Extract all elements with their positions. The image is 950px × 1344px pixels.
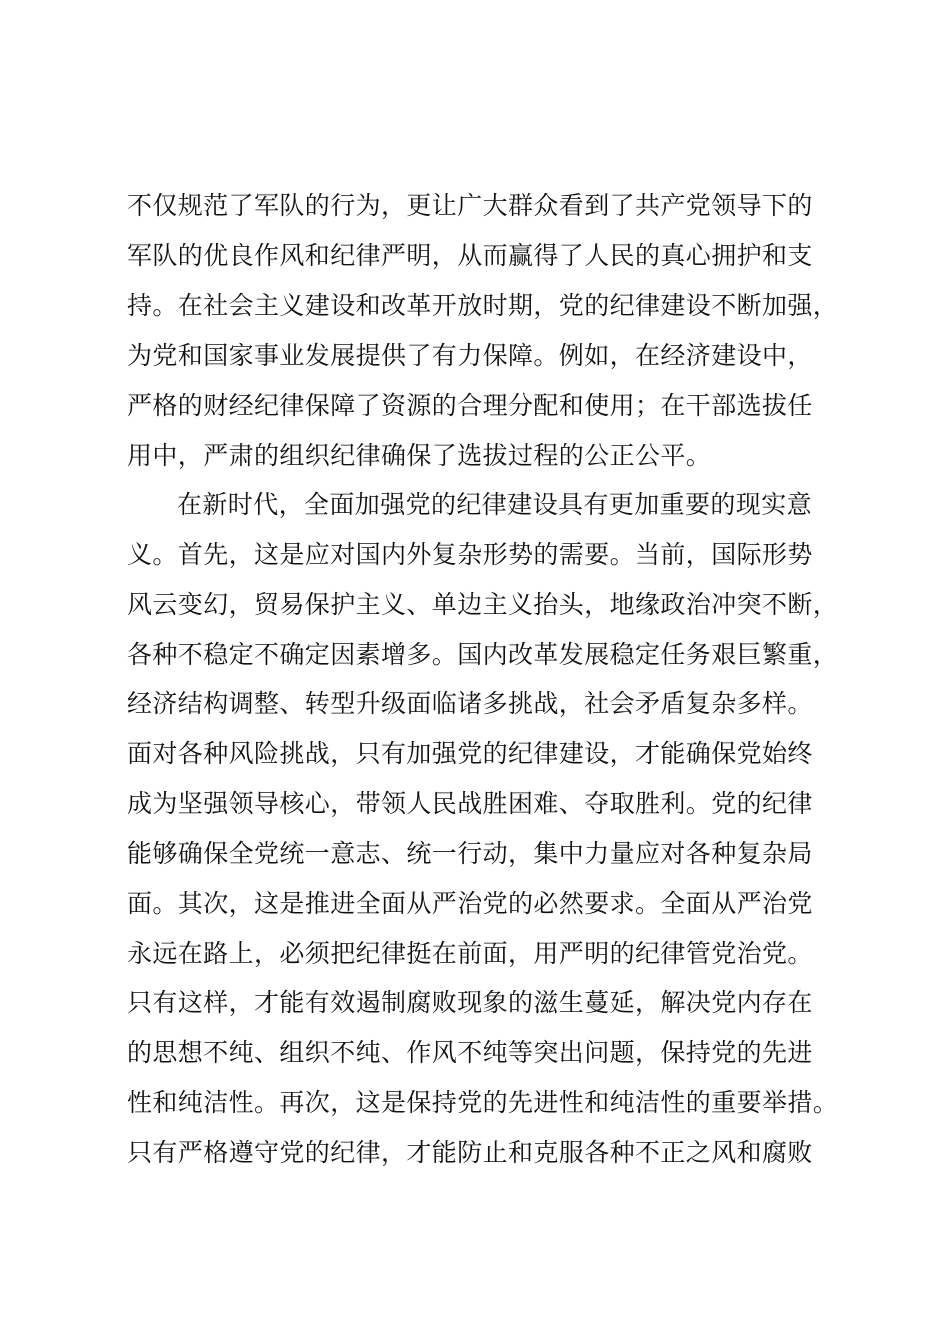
text-line: 持。在社会主义建设和改革开放时期，党的纪律建设不断加强， bbox=[127, 291, 839, 320]
paragraph-first-line: 在新时代，全面加强党的纪律建设具有更加重要的现实意 bbox=[177, 490, 813, 519]
text-line: 永远在路上，必须把纪律挺在前面，用严明的纪律管党治党。 bbox=[127, 939, 813, 968]
text-line: 只有这样，才能有效遏制腐败现象的滋生蔓延，解决党内存在 bbox=[127, 988, 813, 1017]
text-line: 不仅规范了军队的行为，更让广大群众看到了共产党领导下的 bbox=[127, 191, 813, 220]
text-line: 能够确保全党统一意志、统一行动，集中力量应对各种复杂局 bbox=[127, 839, 813, 868]
text-line: 军队的优良作风和纪律严明，从而赢得了人民的真心拥护和支 bbox=[127, 241, 813, 270]
text-line: 经济结构调整、转型升级面临诸多挑战，社会矛盾复杂多样。 bbox=[127, 689, 813, 718]
text-line: 面。其次，这是推进全面从严治党的必然要求。全面从严治党 bbox=[127, 889, 813, 918]
text-line: 性和纯洁性。再次，这是保持党的先进性和纯洁性的重要举措。 bbox=[127, 1088, 839, 1117]
text-line: 风云变幻，贸易保护主义、单边主义抬头，地缘政治冲突不断， bbox=[127, 590, 839, 619]
text-line: 用中，严肃的组织纪律确保了选拔过程的公正公平。 bbox=[127, 441, 712, 470]
text-line: 只有严格遵守党的纪律，才能防止和克服各种不正之风和腐败 bbox=[127, 1138, 813, 1167]
text-line: 的思想不纯、组织不纯、作风不纯等突出问题，保持党的先进 bbox=[127, 1038, 813, 1067]
text-line: 成为坚强领导核心，带领人民战胜困难、夺取胜利。党的纪律 bbox=[127, 789, 813, 818]
text-line: 严格的财经纪律保障了资源的合理分配和使用；在干部选拔任 bbox=[127, 391, 813, 420]
text-line: 各种不稳定不确定因素增多。国内改革发展稳定任务艰巨繁重， bbox=[127, 640, 839, 669]
text-line: 面对各种风险挑战，只有加强党的纪律建设，才能确保党始终 bbox=[127, 739, 813, 768]
text-line: 为党和国家事业发展提供了有力保障。例如，在经济建设中， bbox=[127, 341, 813, 370]
text-line: 义。首先，这是应对国内外复杂形势的需要。当前，国际形势 bbox=[127, 540, 813, 569]
